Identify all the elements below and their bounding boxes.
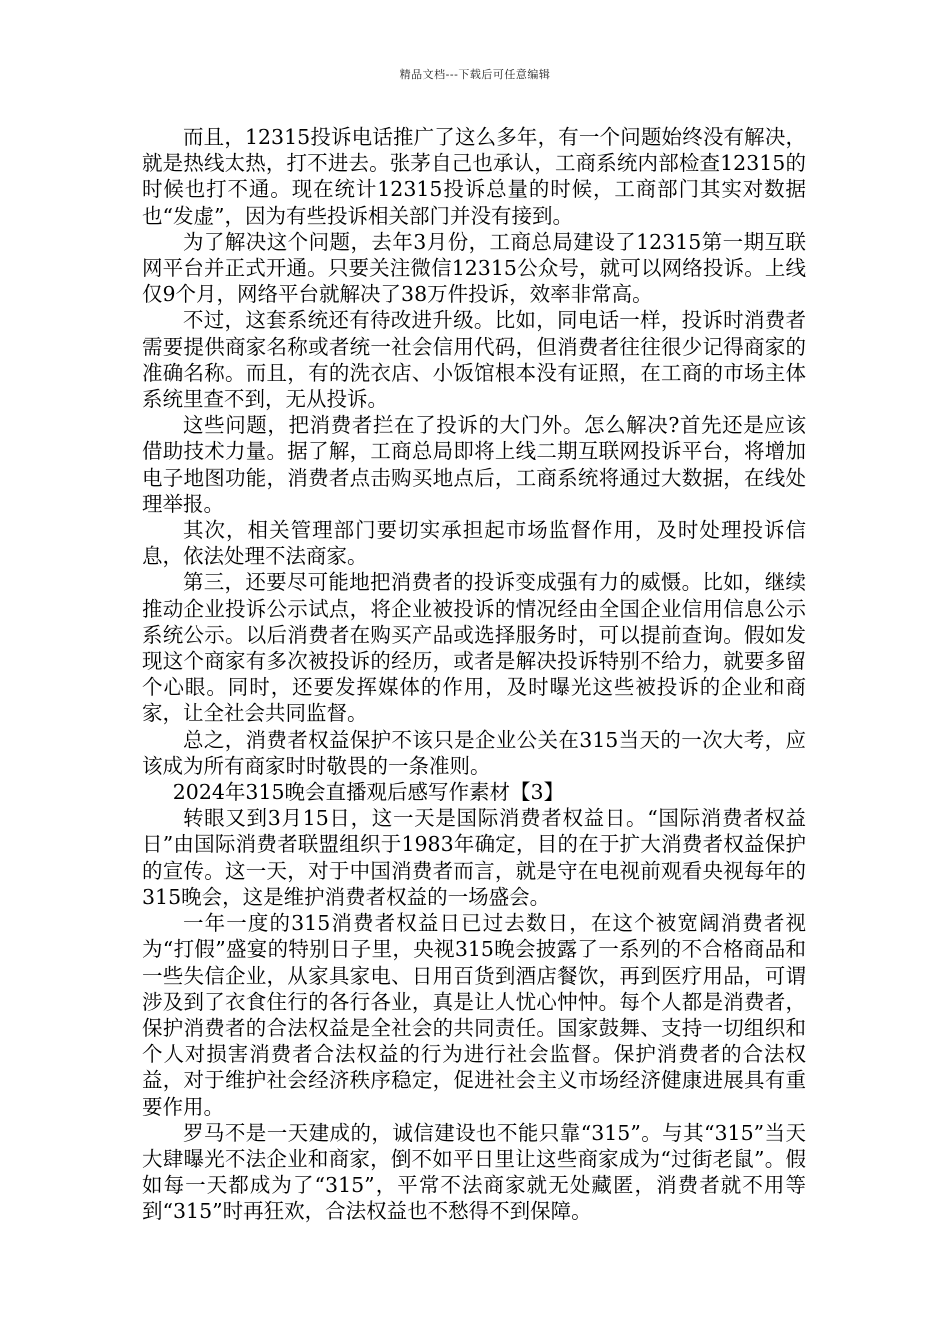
- paragraph-9: 一年一度的315消费者权益日已过去数日，在这个被宽阔消费者视为“打假”盛宴的特别日子里，央视315晚会披露了一系列的不合格商品和一些失信企业，从家具家电、日用百货到酒店餐饮，再到医疗用品，可谓涉及到了衣食住行的各行各业，真是让人忧心忡忡。每个人都是消费者，保护消费者的合法权益是全社会的共同责任。国家鼓舞、支持一切组织和个人对损害消费者合法权益的行为进行社会监督。保护消费者的合法权益，对于维护社会经济秩序稳定，促进社会主义市场经济健康进展具有重要作用。: [142, 911, 806, 1119]
- paragraph-2: 为了解决这个问题，去年3月份，工商总局建设了12315第一期互联网平台并正式开通。只要关注微信12315公众号，就可以网络投诉。上线仅9个月，网络平台就解决了38万件投诉，效率非常高。: [142, 229, 806, 307]
- paragraph-1: 而且，12315投诉电话推广了这么多年，有一个问题始终没有解决，就是热线太热，打不进去。张茅自己也承认，工商系统内部检查12315的时候也打不通。现在统计12315投诉总量的时候，工商部门其实对数据也“发虚”，因为有些投诉相关部门并没有接到。: [142, 125, 806, 228]
- section-heading: 2024年315晚会直播观后感写作素材【3】: [172, 780, 565, 805]
- document-body: [142, 124, 806, 1225]
- paragraph-6: 第三，还要尽可能地把消费者的投诉变成强有力的威慑。比如，继续推动企业投诉公示试点，将企业被投诉的情况经由全国企业信用信息公示系统公示。以后消费者在购买产品或选择服务时，可以提前查询。假如发现这个商家有多次被投诉的经历，或者是解决投诉特别不给力，就要多留个心眼。同时，还要发挥媒体的作用，及时曝光这些被投诉的企业和商家，让全社会共同监督。: [142, 570, 806, 726]
- paragraph-10: 罗马不是一天建成的，诚信建设也不能只靠“315”。与其“315”当天大肆曝光不法企业和商家，倒不如平日里让这些商家成为“过街老鼠”。假如每一天都成为了“315”，平常不法商家就无处藏匿，消费者就不用等到“315”时再狂欢，合法权益也不愁得不到保障。: [142, 1120, 806, 1224]
- paragraph-8: 转眼又到3月15日，这一天是国际消费者权益日。“国际消费者权益日”由国际消费者联盟组织于1983年确定，目的在于扩大消费者权益保护的宣传。这一天，对于中国消费者而言，就是守在电视前观看央视每年的315晚会，这是维护消费者权益的一场盛会。: [142, 806, 806, 909]
- paragraph-7: 总之，消费者权益保护不该只是企业公关在315当天的一次大考，应该成为所有商家时时敬畏的一条准则。: [142, 727, 806, 778]
- paragraph-4: 这些问题，把消费者拦在了投诉的大门外。怎么解决?首先还是应该借助技术力量。据了解，工商总局即将上线二期互联网投诉平台，将增加电子地图功能，消费者点击购买地点后，工商系统将通过大数据，在线处理举报。: [142, 413, 806, 516]
- page-header: 精品文档---下载后可任意编辑: [399, 68, 551, 81]
- paragraph-5: 其次，相关管理部门要切实承担起市场监督作用，及时处理投诉信息，依法处理不法商家。: [142, 518, 806, 569]
- paragraph-3: 不过，这套系统还有待改进升级。比如，同电话一样，投诉时消费者需要提供商家名称或者统一社会信用代码，但消费者往往很少记得商家的准确名称。而且，有的洗衣店、小饭馆根本没有证照，在工商的市场主体系统里查不到，无从投诉。: [142, 308, 806, 412]
